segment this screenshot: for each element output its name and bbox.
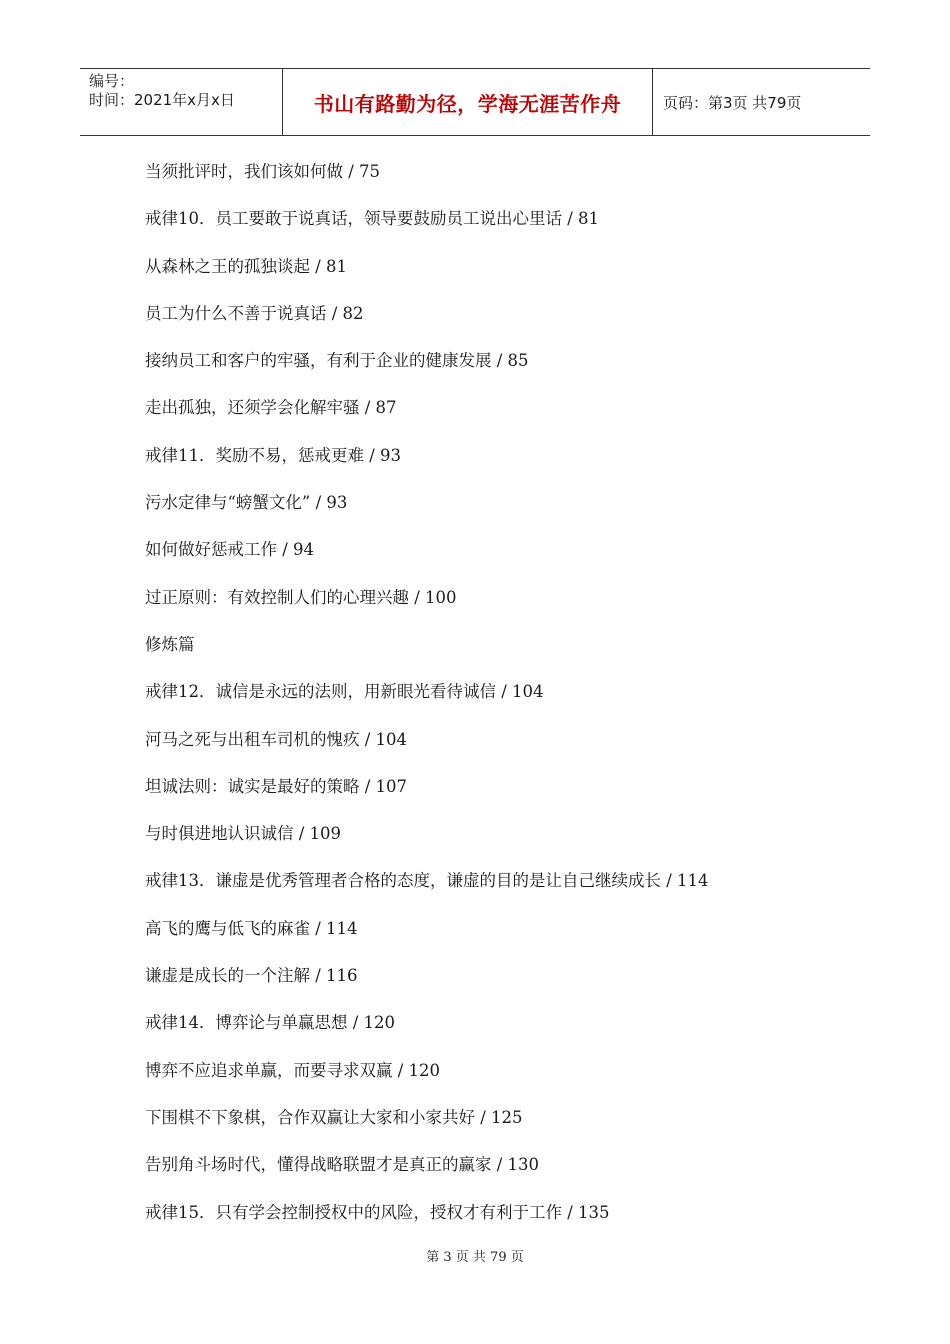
toc-entry: 告别角斗场时代，懂得战略联盟才是真正的赢家 / 130	[145, 1155, 540, 1175]
header-meta	[80, 69, 282, 135]
toc-entry: 从森林之王的孤独谈起 / 81	[145, 256, 348, 276]
table-of-contents	[145, 158, 845, 1246]
toc-entry: 戒律10．员工要敢于说真话，领导要鼓励员工说出心里话 / 81	[145, 209, 600, 229]
toc-entry: 过正原则：有效控制人们的心理兴趣 / 100	[145, 587, 457, 607]
toc-entry: 戒律14．博弈论与单赢思想 / 120	[145, 1013, 396, 1033]
toc-entry: 戒律12．诚信是永远的法则，用新眼光看待诚信 / 104	[145, 682, 544, 702]
toc-entry: 与时俱进地认识诚信 / 109	[145, 824, 342, 844]
toc-entry: 下围棋不下象棋，合作双赢让大家和小家共好 / 125	[145, 1107, 523, 1127]
toc-section-heading: 修炼篇	[145, 634, 195, 654]
toc-entry: 污水定律与“螃蟹文化” / 93	[145, 493, 348, 513]
toc-entry: 坦诚法则：诚实是最好的策略 / 107	[145, 776, 408, 796]
toc-entry: 戒律15．只有学会控制授权中的风险，授权才有利于工作 / 135	[145, 1202, 610, 1222]
toc-entry: 当须批评时，我们该如何做 / 75	[145, 162, 381, 181]
toc-entry: 谦虚是成长的一个注解 / 116	[145, 966, 358, 986]
toc-entry: 戒律11．奖励不易，惩戒更难 / 93	[145, 445, 402, 465]
toc-entry: 如何做好惩戒工作 / 94	[145, 540, 315, 560]
toc-entry: 接纳员工和客户的牢骚，有利于企业的健康发展 / 85	[145, 351, 529, 371]
date-label: 时间：2021年x月x日	[89, 91, 235, 109]
number-label: 编号：	[89, 72, 135, 90]
toc-entry: 走出孤独，还须学会化解牢骚 / 87	[145, 398, 397, 418]
toc-entry: 戒律13．谦虚是优秀管理者合格的态度，谦虚的目的是让自己继续成长 / 114	[145, 871, 709, 891]
header-motto: 书山有路勤为径，学海无涯苦作舟	[282, 69, 653, 135]
header-page-info: 页码：第3页 共79页	[663, 93, 802, 112]
page-footer: 第 3 页 共 79 页	[426, 1250, 524, 1265]
page-header	[80, 68, 870, 136]
toc-entry: 河马之死与出租车司机的愧疚 / 104	[145, 729, 408, 749]
toc-entry: 员工为什么不善于说真话 / 82	[145, 303, 364, 323]
toc-entry: 博弈不应追求单赢，而要寻求双赢 / 120	[145, 1060, 441, 1080]
toc-entry: 高飞的鹰与低飞的麻雀 / 114	[145, 918, 358, 938]
